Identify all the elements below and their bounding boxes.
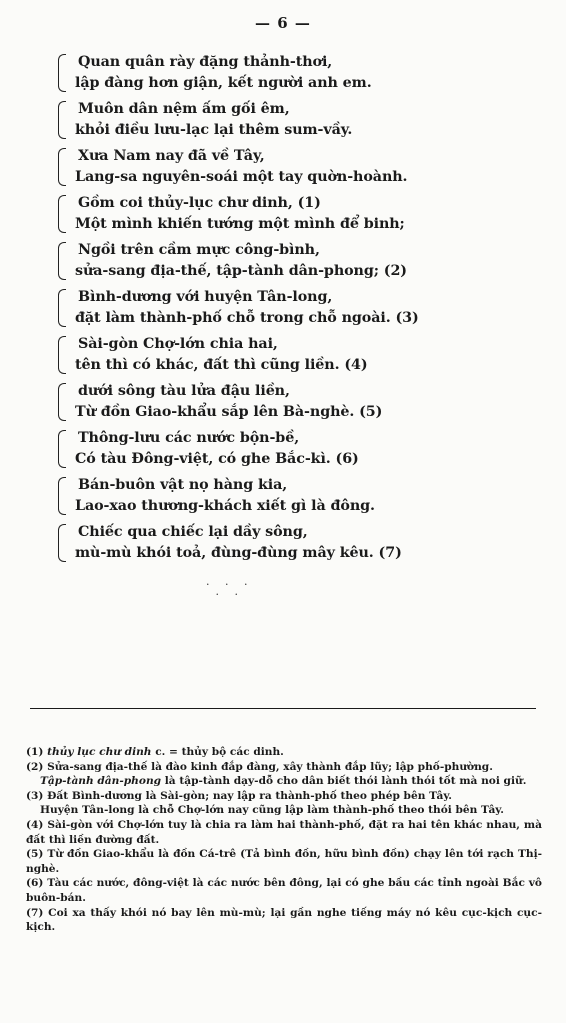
couplet (56, 428, 516, 470)
couplet (56, 475, 516, 517)
footnote (26, 789, 542, 804)
footnote-text: Từ đồn Giao-khẩu là đồn Cá-trê (Tả bình đồn, hữu bình đồn) chạy lên tới rạch Thị-nghè. (26, 848, 542, 875)
verse-line: Gồm coi thủy-lục chư dinh, (1) (78, 195, 321, 211)
couplet (56, 52, 516, 94)
couplet (56, 381, 516, 423)
page-number: — 6 — (255, 14, 311, 32)
footnote-text: c. = thủy bộ các dinh. (151, 746, 284, 758)
verse-line: Xưa Nam nay đã về Tây, (78, 148, 265, 164)
verse-line: Sài-gòn Chợ-lớn chia hai, (78, 336, 278, 352)
brace-mark (58, 383, 66, 421)
verse-line: lập đàng hơn giận, kết người anh em. (75, 75, 372, 91)
brace-mark (58, 242, 66, 280)
footnote (26, 818, 542, 847)
verse-line: Thông-lưu các nước bộn-bề, (78, 430, 300, 446)
ornament-dots: . . . . . (206, 575, 254, 598)
couplet (56, 334, 516, 376)
footnote (26, 803, 542, 818)
footnote-term: thủy lục chư dinh (47, 746, 152, 758)
footnote-text: Đất Bình-dương là Sài-gòn; nay lập ra thành-phố theo phép bên Tây. (47, 789, 452, 802)
brace-mark (58, 289, 66, 327)
verse-line: Ngồi trên cầm mực công-bình, (78, 242, 320, 258)
brace-mark (58, 524, 66, 562)
verse-line: Quan quân rày đặng thảnh-thơi, (78, 54, 333, 70)
verse-line: khỏi điều lưu-lạc lại thêm sum-vầy. (75, 122, 353, 138)
footnote (26, 760, 542, 775)
footnote-term: Tập-tành dân-phong (40, 775, 162, 788)
footnote-mark: (6) (26, 877, 44, 890)
footnote-mark: (3) (26, 789, 44, 802)
footnote-text: Sửa-sang địa-thế là đào kinh đắp đàng, xây thành đắp lũy; lập phố-phường. (47, 760, 493, 773)
couplet (56, 240, 516, 282)
brace-mark (58, 101, 66, 139)
brace-mark (58, 477, 66, 515)
footnote-mark: (4) (26, 818, 44, 831)
footnote (26, 876, 542, 905)
brace-mark (58, 195, 66, 233)
verse-line: Có tàu Đông-việt, có ghe Bắc-kì. (6) (75, 451, 359, 467)
footnote-mark: (2) (26, 760, 44, 773)
footnote (26, 745, 542, 760)
footnote (26, 847, 542, 876)
footnote (26, 774, 542, 789)
brace-mark (58, 430, 66, 468)
footnotes (26, 745, 542, 935)
couplet (56, 287, 516, 329)
footnote-text: Sài-gòn với Chợ-lớn tuy là chia ra làm hai thành-phố, đặt ra hai tên khác nhau, mà đất thì liền đường đất. (26, 818, 542, 846)
footnote-mark: (5) (26, 848, 44, 861)
verse-line: Bình-dương với huyện Tân-long, (78, 289, 333, 305)
verse-line: đặt làm thành-phố chỗ trong chỗ ngoài. (3) (75, 310, 419, 326)
verse-line: mù-mù khói toả, đùng-đùng mây kêu. (7) (75, 545, 402, 561)
verse-line: Lao-xao thương-khách xiết gì là đông. (75, 498, 375, 514)
verse-line: tên thì có khác, đất thì cũng liền. (4) (75, 357, 368, 373)
couplet (56, 522, 516, 564)
couplet (56, 146, 516, 188)
verse-line: dưới sông tàu lửa đậu liền, (78, 383, 290, 399)
footnote (26, 906, 542, 935)
brace-mark (58, 336, 66, 374)
verse-line: Từ đồn Giao-khẩu sắp lên Bà-nghè. (5) (75, 404, 383, 420)
verse-line: Một mình khiến tướng một mình để binh; (75, 216, 405, 232)
verse-line: Muôn dân nệm ấm gối êm, (78, 101, 290, 117)
footnote-divider (30, 708, 536, 709)
footnote-mark: (1) (26, 746, 44, 758)
verse-line: Chiếc qua chiếc lại dầy sông, (78, 524, 308, 540)
footnote-text: là tập-tành dạy-dỗ cho dân biết thói lành thói tốt mà noi giữ. (161, 775, 527, 788)
footnote-text: Tàu các nước, đông-việt là các nước bên đông, lại có ghe bầu các tỉnh ngoài Bắc vô buôn-bán. (26, 877, 542, 904)
brace-mark (58, 54, 66, 92)
footnote-text: Coi xa thấy khói nó bay lên mù-mù; lại gần nghe tiếng máy nó kêu cục-kịch cục-kịch. (26, 906, 542, 934)
verse-line: Lang-sa nguyên-soái một tay quờn-hoành. (75, 169, 408, 185)
poem-verses (56, 52, 516, 569)
verse-line: Bán-buôn vật nọ hàng kia, (78, 477, 288, 493)
couplet (56, 193, 516, 235)
footnote-mark: (7) (26, 906, 44, 919)
verse-line: sửa-sang địa-thế, tập-tành dân-phong; (2) (75, 263, 407, 279)
brace-mark (58, 148, 66, 186)
couplet (56, 99, 516, 141)
footnote-text: Huyện Tân-long là chỗ Chợ-lớn nay cũng lập làm thành-phố theo thói bên Tây. (40, 804, 504, 817)
